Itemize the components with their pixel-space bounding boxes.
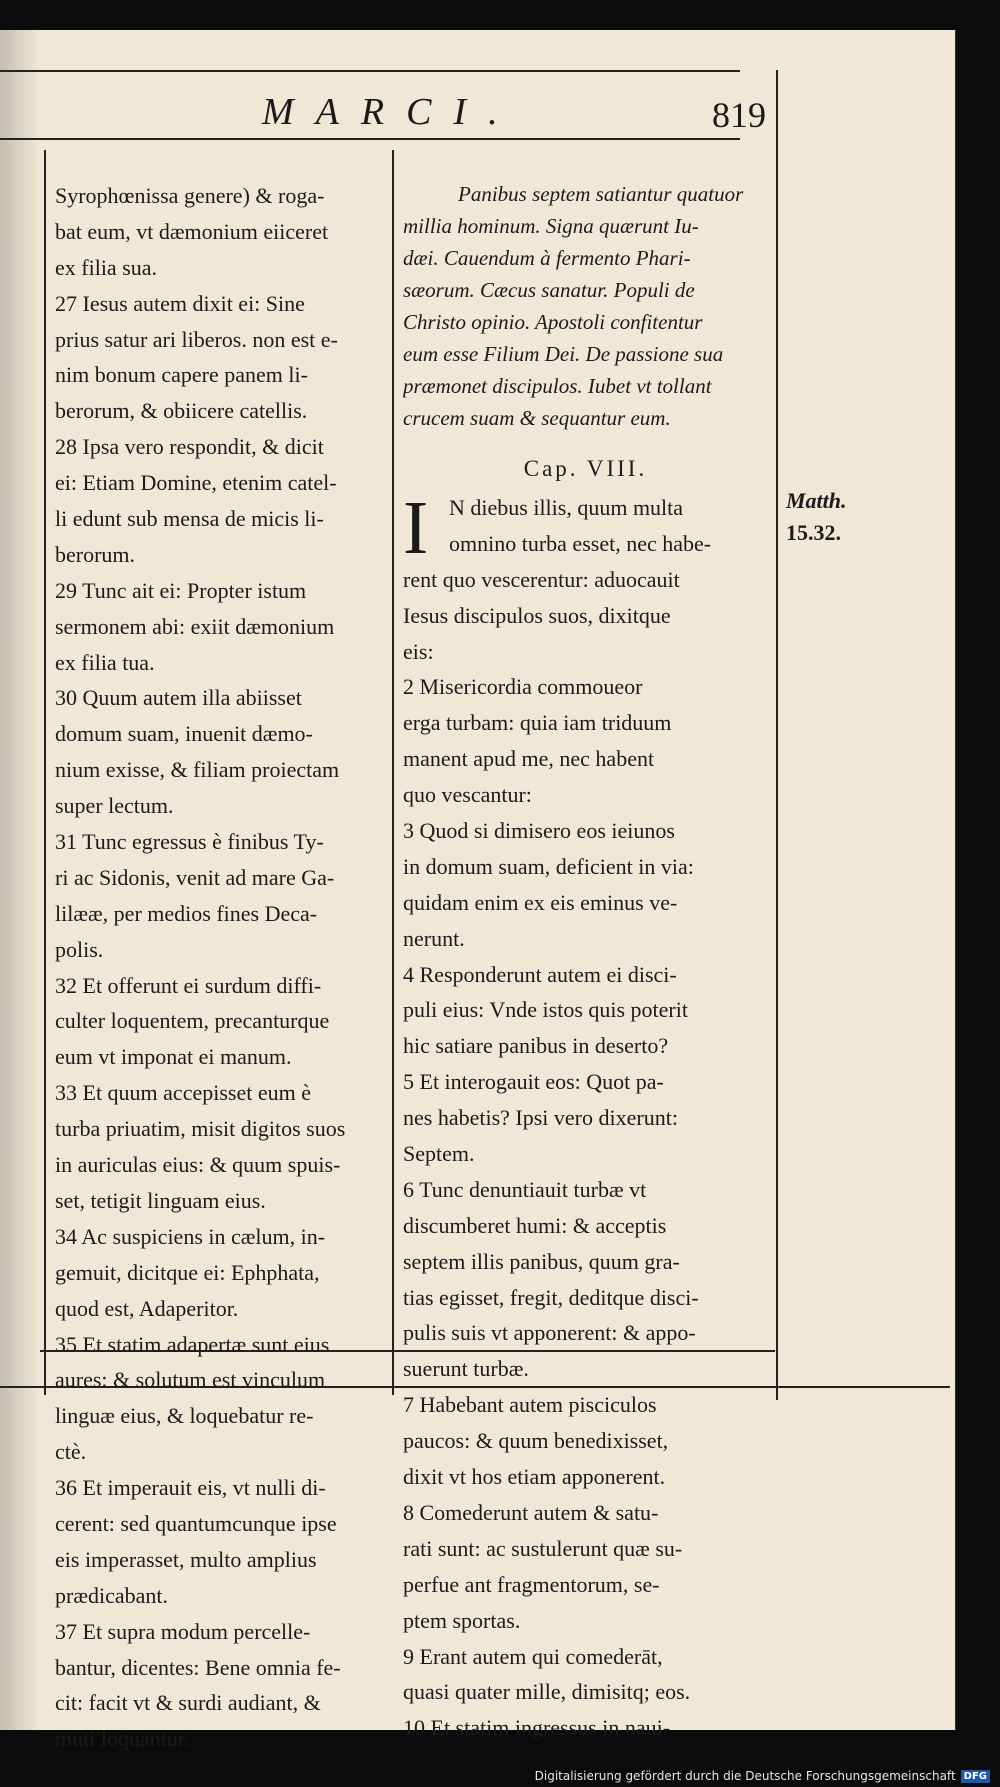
text-line: sermonem abi: exiit dæmonium [55,613,335,639]
text-line: nium exisse, & filiam proiectam [55,757,340,783]
text-line: ptem sportas. [403,1607,521,1633]
text-line: nim bonum capere panem li- [55,362,308,388]
text-line: Septem. [403,1141,475,1167]
text-line: hic satiare panibus in deserto? [403,1033,669,1059]
text-line: lilææ, per medios fines Deca- [55,900,318,926]
text-line: dæi. Cauendum à fermento Phari- [403,246,691,270]
text-line: berorum, & obiicere catellis. [55,398,308,424]
drop-capital: I [403,486,429,570]
text-line: li edunt sub mensa de micis li- [55,506,324,532]
chapter-opening [403,486,768,570]
text-line: ei: Etiam Domine, etenim catel- [55,470,337,496]
header-bottom-rule [0,138,740,140]
text-line: super lectum. [55,793,174,819]
text-line: 37 Et supra modum percelle- [55,1618,311,1644]
text-line: 2 Misericordia commoueor [403,674,643,700]
text-line: nerunt. [403,925,465,951]
text-line: Iesus discipulos suos, dixitque [403,602,671,628]
text-line: Syrophœnissa genere) & roga- [55,183,325,208]
text-line: 34 Ac suspiciens in cælum, in- [55,1223,326,1249]
text-line: 5 Et interogauit eos: Quot pa- [403,1069,664,1095]
text-line: quidam enim ex eis eminus ve- [403,889,678,915]
chapter-heading: Cap. VIII. [523,456,648,481]
marginal-verse: 15.32. [786,520,841,545]
page-number: 819 [712,95,766,135]
text-line: ex filia sua. [55,254,158,280]
running-head: MARCI. [262,91,520,133]
text-line: N diebus illis, quum multa [449,495,684,520]
text-line: ctè. [55,1439,87,1465]
text-line: in auriculas eius: & quum spuis- [55,1152,341,1178]
page-gutter-shadow [0,30,40,1730]
book-page [0,30,956,1752]
text-line: in domum suam, deficient in via: [403,853,694,879]
text-line: 32 Et offerunt ei surdum diffi- [55,972,322,998]
text-line: discumberet humi: & acceptis [403,1212,667,1238]
marginal-book: Matth. [786,488,847,513]
text-line: ri ac Sidonis, venit ad mare Ga- [55,864,335,890]
right-text-column [403,178,768,1746]
digitization-credit [535,1769,990,1783]
text-line: puli eius: Vnde istos quis poterit [403,997,688,1023]
text-line: eis: [403,638,434,664]
text-line: bantur, dicentes: Bene omnia fe- [55,1654,341,1680]
text-line: omnino turba esset, nec habe- [449,530,712,556]
text-line: millia hominum. Signa quærunt Iu- [403,214,699,238]
text-line: ex filia tua. [55,649,155,675]
text-line: septem illis panibus, quum gra- [403,1248,680,1274]
text-line: erga turbam: quia iam triduum [403,710,672,736]
header-top-rule [0,70,740,72]
text-line: quo vescantur: [403,782,532,808]
text-line: domum suam, inuenit dæmo- [55,721,313,747]
text-line: cerent: sed quantumcunque ipse [55,1510,337,1536]
text-line: set, tetigit linguam eius. [55,1187,266,1213]
text-line: 31 Tunc egressus è finibus Ty- [55,829,324,855]
text-line: turba priuatim, misit digitos suos [55,1116,346,1142]
text-line: cit: facit vt & surdi audiant, & [55,1690,321,1716]
text-line: Christo opinio. Apostoli confitentur [403,310,703,334]
marginal-cross-reference [786,485,866,549]
text-line: 3 Quod si dimisero eos ieiunos [403,818,675,844]
margin-divider-rule [776,70,778,1400]
text-line: aures: & solutum est vinculum [55,1367,326,1393]
text-line: 30 Quum autem illa abiisset [55,685,302,711]
text-line: prædicabant. [55,1582,169,1608]
text-line: crucem suam & sequantur eum. [403,406,671,430]
text-line: 10 Et statim ingressus in naui- [403,1715,671,1741]
text-line: 27 Iesus autem dixit ei: Sine [55,290,305,316]
text-line: manent apud me, nec habent [403,746,655,772]
text-line: eis imperasset, multo amplius [55,1546,317,1572]
text-line: præmonet discipulos. Iubet vt tollant [403,374,712,398]
credit-text: Digitalisierung gefördert durch die Deutsche Forschungsgemeinschaft [534,1769,956,1783]
text-line: bat eum, vt dæmonium eiiceret [55,218,329,244]
left-border-rule [44,150,46,1395]
text-line: pulis suis vt apponerent: & appo- [403,1320,696,1346]
text-line: dixit vt hos etiam apponerent. [403,1464,666,1490]
text-line: eum vt imponat ei manum. [55,1044,292,1070]
text-line: perfue ant fragmentorum, se- [403,1571,660,1597]
text-line: 7 Habebant autem pisciculos [403,1392,657,1418]
text-line: polis. [55,936,104,962]
text-line: 29 Tunc ait ei: Propter istum [55,577,307,603]
text-line: sæorum. Cæcus sanatur. Populi de [403,278,695,302]
text-line: 4 Responderunt autem ei disci- [403,961,677,987]
text-line: 9 Erant autem qui comederāt, [403,1643,663,1669]
text-line: suerunt turbæ. [403,1356,529,1382]
text-line: rent quo vescerentur: aduocauit [403,566,680,592]
text-line: 8 Comederunt autem & satu- [403,1499,659,1525]
text-line: 28 Ipsa vero respondit, & dicit [55,434,324,460]
text-line: muti loquantur. [55,1726,190,1752]
text-line: prius satur ari liberos. non est e- [55,326,338,352]
text-line: gemuit, dicitque ei: Ephphata, [55,1259,320,1285]
text-line: quod est, Adaperitor. [55,1295,239,1321]
text-line: linguæ eius, & loquebatur re- [55,1403,314,1429]
text-line: tias egisset, fregit, deditque disci- [403,1284,699,1310]
left-text-column [55,178,405,1757]
text-line: paucos: & quum benedixisset, [403,1428,669,1454]
text-line: eum esse Filium Dei. De passione sua [403,342,724,366]
dfg-logo: DFG [961,1770,990,1783]
text-line: culter loquentem, precanturque [55,1008,330,1034]
text-line: 33 Et quum accepisset eum è [55,1080,311,1106]
text-line: quasi quater mille, dimisitq; eos. [403,1679,691,1705]
text-line: nes habetis? Ipsi vero dixerunt: [403,1105,678,1131]
text-line: Panibus septem satiantur quatuor [458,182,744,206]
text-line: berorum. [55,541,136,567]
chapter-summary [403,178,768,434]
text-line: 36 Et imperauit eis, vt nulli di- [55,1475,326,1501]
text-line: 6 Tunc denuntiauit turbæ vt [403,1176,647,1202]
text-line: 35 Et statim adapertæ sunt eius [55,1331,330,1357]
text-line: rati sunt: ac sustulerunt quæ su- [403,1535,683,1561]
